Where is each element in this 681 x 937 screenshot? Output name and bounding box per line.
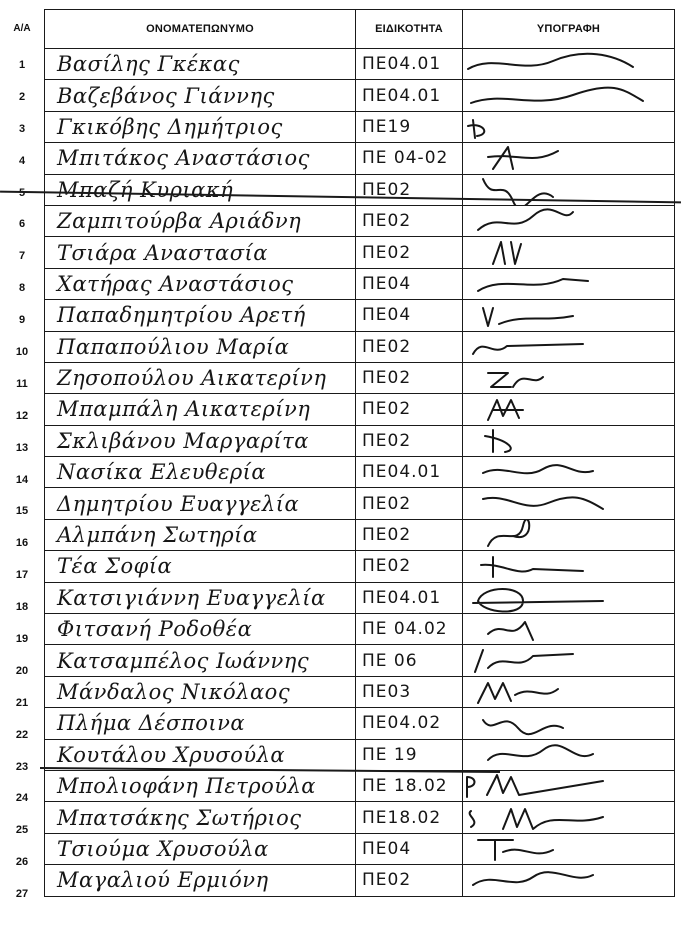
- signature-cell: [463, 582, 675, 613]
- handwritten-signature: [463, 363, 674, 393]
- handwritten-name: Κατσιγιάννη Ευαγγελία: [57, 585, 326, 610]
- handwritten-specialty: ΠΕ04: [362, 305, 412, 326]
- name-cell: [45, 143, 356, 174]
- handwritten-name: Βασίλης Γκέκας: [57, 52, 240, 77]
- handwritten-name: Τέα Σοφία: [57, 554, 173, 579]
- table-row: [45, 425, 675, 456]
- handwritten-specialty: ΠΕ02: [362, 399, 412, 420]
- name-cell: [45, 237, 356, 268]
- row-number: 5: [18, 186, 26, 199]
- specialty-cell: [356, 425, 463, 456]
- table-row: [45, 551, 675, 582]
- name-cell: [45, 833, 356, 864]
- specialty-cell: [356, 300, 463, 331]
- specialty-cell: [356, 488, 463, 519]
- name-cell: [45, 111, 356, 142]
- table-row: [45, 80, 675, 111]
- handwritten-signature: [463, 49, 674, 79]
- specialty-cell: [356, 80, 463, 111]
- row-number-column: [0, 9, 44, 910]
- handwritten-specialty: ΠΕ02: [362, 368, 412, 389]
- handwritten-specialty: ΠΕ03: [362, 682, 412, 702]
- table-row: [45, 111, 675, 142]
- handwritten-specialty: ΠΕ04.01: [362, 587, 442, 608]
- handwritten-signature: [463, 551, 674, 581]
- name-cell: [45, 205, 356, 236]
- handwritten-name: Δημητρίου Ευαγγελία: [57, 491, 300, 516]
- row-number: 10: [15, 345, 29, 358]
- handwritten-specialty: ΠΕ02: [362, 556, 412, 577]
- handwritten-specialty: ΠΕ04.01: [362, 462, 442, 483]
- signature-cell: [463, 80, 675, 111]
- handwritten-signature: [463, 614, 674, 644]
- table-header-row: [45, 10, 675, 49]
- handwritten-signature: [463, 112, 674, 142]
- row-number: 27: [15, 888, 29, 901]
- specialty-cell: [356, 362, 463, 393]
- handwritten-signature: [463, 489, 674, 519]
- name-cell: [45, 300, 356, 331]
- handwritten-specialty: ΠΕ19: [362, 116, 412, 137]
- row-number: 15: [15, 505, 29, 518]
- handwritten-name: Παπαπούλιου Μαρία: [57, 334, 290, 359]
- row-number: 11: [16, 377, 28, 390]
- name-cell: [45, 645, 356, 676]
- specialty-cell: [356, 645, 463, 676]
- signature-cell: [463, 551, 675, 582]
- specialty-cell: [356, 394, 463, 425]
- row-number: 2: [18, 90, 26, 103]
- handwritten-signature: [463, 583, 674, 613]
- table-row: [45, 331, 675, 362]
- table-row: [45, 205, 675, 236]
- name-cell: [45, 425, 356, 456]
- name-cell: [45, 739, 356, 770]
- handwritten-signature: [463, 740, 674, 770]
- table-row: [45, 708, 675, 739]
- handwritten-signature: [463, 803, 674, 833]
- handwritten-name: Τσιούμα Χρυσούλα: [57, 836, 269, 861]
- row-number: 12: [15, 409, 29, 422]
- handwritten-name: Χατήρας Αναστάσιος: [57, 271, 294, 296]
- handwritten-name: Ζαμπιτούρβα Αριάδνη: [57, 209, 302, 234]
- table-row: [45, 237, 675, 268]
- signature-sheet-table: [44, 9, 675, 897]
- row-number: 17: [15, 569, 29, 582]
- specialty-cell: [356, 519, 463, 550]
- handwritten-specialty: ΠΕ02: [362, 493, 412, 514]
- handwritten-signature: [463, 426, 674, 456]
- table-row: [45, 770, 675, 801]
- handwritten-specialty: ΠΕ 04.02: [362, 619, 448, 640]
- signature-cell: [463, 488, 675, 519]
- specialty-cell: [356, 582, 463, 613]
- name-cell: [45, 708, 356, 739]
- handwritten-specialty: ΠΕ04.02: [362, 713, 442, 734]
- handwritten-name: Κατσαμπέλος Ιωάννης: [57, 648, 310, 673]
- specialty-cell: [356, 739, 463, 770]
- handwritten-specialty: ΠΕ02: [362, 179, 412, 200]
- signature-cell: [463, 143, 675, 174]
- handwritten-signature: [463, 677, 674, 707]
- row-number: 6: [18, 218, 26, 231]
- name-column-header: ΟΝΟΜΑΤΕΠΩΝΥΜΟ: [45, 10, 356, 49]
- signature-cell: [463, 833, 675, 864]
- specialty-cell: [356, 833, 463, 864]
- row-number: 8: [18, 282, 26, 295]
- specialty-column-header: ΕΙΔΙΚΟΤΗΤΑ: [356, 10, 463, 49]
- specialty-cell: [356, 331, 463, 362]
- table-row: [45, 488, 675, 519]
- row-number: 19: [15, 632, 29, 645]
- table-row: [45, 394, 675, 425]
- specialty-cell: [356, 237, 463, 268]
- handwritten-signature: [463, 865, 674, 895]
- aa-header: Α/Α: [13, 23, 31, 34]
- row-number: 9: [18, 314, 26, 327]
- handwritten-signature: [463, 646, 674, 676]
- name-cell: [45, 488, 356, 519]
- table-row: [45, 739, 675, 770]
- signature-cell: [463, 300, 675, 331]
- handwritten-specialty: ΠΕ 19: [362, 744, 418, 765]
- signature-cell: [463, 331, 675, 362]
- row-number: 16: [15, 537, 29, 550]
- handwritten-specialty: ΠΕ04.01: [362, 54, 442, 75]
- signature-cell: [463, 111, 675, 142]
- row-number: 23: [15, 760, 29, 773]
- row-number: 24: [15, 792, 29, 805]
- row-number: 14: [15, 473, 29, 486]
- signature-cell: [463, 770, 675, 801]
- row-number: 26: [15, 856, 29, 869]
- row-number: 18: [15, 601, 29, 614]
- handwritten-specialty: ΠΕ02: [362, 525, 412, 546]
- handwritten-signature: [463, 143, 674, 173]
- handwritten-specialty: ΠΕ04.01: [362, 85, 442, 106]
- name-cell: [45, 49, 356, 80]
- specialty-cell: [356, 143, 463, 174]
- specialty-cell: [356, 49, 463, 80]
- table-row: [45, 865, 675, 896]
- handwritten-signature: [463, 332, 674, 362]
- signature-cell: [463, 268, 675, 299]
- signature-cell: [463, 614, 675, 645]
- handwritten-name: Πλήμα Δέσποινα: [57, 711, 246, 736]
- handwritten-signature: [463, 520, 674, 550]
- name-cell: [45, 394, 356, 425]
- name-cell: [45, 802, 356, 833]
- row-number: 25: [15, 824, 29, 837]
- handwritten-signature: [463, 206, 674, 236]
- name-cell: [45, 614, 356, 645]
- handwritten-name: Κουτάλου Χρυσούλα: [57, 742, 286, 767]
- handwritten-name: Ζησοπούλου Αικατερίνη: [57, 366, 327, 391]
- handwritten-name: Παπαδημητρίου Αρετή: [57, 303, 306, 328]
- signature-cell: [463, 457, 675, 488]
- specialty-cell: [356, 268, 463, 299]
- row-number: 20: [15, 664, 29, 677]
- name-cell: [45, 770, 356, 801]
- name-cell: [45, 519, 356, 550]
- handwritten-signature: [463, 771, 674, 801]
- handwritten-specialty: ΠΕ02: [362, 870, 412, 891]
- specialty-cell: [356, 770, 463, 801]
- name-cell: [45, 676, 356, 707]
- row-number: 7: [18, 250, 26, 263]
- name-cell: [45, 331, 356, 362]
- table-row: [45, 519, 675, 550]
- handwritten-specialty: ΠΕ02: [362, 336, 412, 357]
- row-number: 3: [18, 122, 26, 135]
- signature-cell: [463, 49, 675, 80]
- handwritten-signature: [463, 81, 674, 111]
- signature-cell: [463, 237, 675, 268]
- signature-cell: [463, 708, 675, 739]
- handwritten-name: Τσιάρα Αναστασία: [57, 240, 268, 265]
- signature-cell: [463, 362, 675, 393]
- handwritten-signature: [463, 300, 674, 330]
- handwritten-name: Μπιτάκος Αναστάσιος: [57, 146, 310, 171]
- handwritten-specialty: ΠΕ18.02: [362, 807, 442, 828]
- handwritten-name: Μπατσάκης Σωτήριος: [57, 805, 302, 830]
- row-number: 4: [18, 154, 26, 167]
- handwritten-specialty: ΠΕ 04-02: [362, 148, 449, 169]
- handwritten-name: Μπολιοφάνη Πετρούλα: [57, 774, 316, 799]
- table-row: [45, 676, 675, 707]
- name-cell: [45, 80, 356, 111]
- handwritten-name: Νασίκα Ελευθερία: [57, 460, 267, 485]
- handwritten-signature: [463, 238, 674, 268]
- name-cell: [45, 582, 356, 613]
- handwritten-specialty: ΠΕ 18.02: [362, 776, 448, 797]
- table-row: [45, 300, 675, 331]
- handwritten-specialty: ΠΕ02: [362, 430, 412, 451]
- signature-cell: [463, 425, 675, 456]
- handwritten-signature: [463, 269, 674, 299]
- table-row: [45, 614, 675, 645]
- handwritten-specialty: ΠΕ04: [362, 273, 412, 294]
- specialty-cell: [356, 205, 463, 236]
- specialty-cell: [356, 174, 463, 205]
- handwritten-name: Μπαζή Κυριακή: [57, 177, 234, 202]
- signature-cell: [463, 519, 675, 550]
- signature-cell: [463, 394, 675, 425]
- table-row: [45, 645, 675, 676]
- table-row: [45, 582, 675, 613]
- row-number: 1: [18, 58, 26, 71]
- row-number: 13: [15, 441, 29, 454]
- handwritten-specialty: ΠΕ02: [362, 242, 412, 263]
- table-row: [45, 833, 675, 864]
- handwritten-name: Σκλιβάνου Μαργαρίτα: [57, 428, 309, 453]
- table-row: [45, 362, 675, 393]
- handwritten-specialty: ΠΕ02: [362, 211, 412, 232]
- handwritten-name: Αλμπάνη Σωτηρία: [57, 523, 258, 548]
- table-row: [45, 49, 675, 80]
- signature-column-header: ΥΠΟΓΡΑΦΗ: [463, 10, 675, 49]
- handwritten-signature: [463, 708, 674, 738]
- row-number: 22: [15, 728, 29, 741]
- handwritten-name: Γκικόβης Δημήτριος: [57, 114, 283, 139]
- specialty-cell: [356, 111, 463, 142]
- handwritten-name: Φιτσανή Ροδοθέα: [57, 617, 253, 642]
- row-number: 21: [15, 696, 29, 709]
- handwritten-specialty: ΠΕ04: [362, 838, 412, 859]
- table-row: [45, 802, 675, 833]
- handwritten-name: Μαγαλιού Ερμιόνη: [57, 868, 269, 893]
- specialty-cell: [356, 865, 463, 896]
- handwritten-name: Μάνδαλος Νικόλαος: [57, 680, 291, 704]
- signature-cell: [463, 676, 675, 707]
- handwritten-name: Βαζεβάνος Γιάννης: [57, 83, 275, 108]
- signature-cell: [463, 802, 675, 833]
- specialty-cell: [356, 708, 463, 739]
- table-row: [45, 268, 675, 299]
- handwritten-signature: [463, 834, 674, 864]
- specialty-cell: [356, 676, 463, 707]
- signature-cell: [463, 739, 675, 770]
- specialty-cell: [356, 457, 463, 488]
- signature-cell: [463, 645, 675, 676]
- name-cell: [45, 174, 356, 205]
- name-cell: [45, 362, 356, 393]
- handwritten-specialty: ΠΕ 06: [362, 650, 418, 671]
- table-row: [45, 143, 675, 174]
- specialty-cell: [356, 802, 463, 833]
- specialty-cell: [356, 614, 463, 645]
- signature-cell: [463, 205, 675, 236]
- name-cell: [45, 865, 356, 896]
- handwritten-name: Μπαμπάλη Αικατερίνη: [57, 397, 311, 422]
- table-row: [45, 457, 675, 488]
- signature-cell: [463, 865, 675, 896]
- specialty-cell: [356, 551, 463, 582]
- name-cell: [45, 457, 356, 488]
- handwritten-signature: [463, 457, 674, 487]
- handwritten-signature: [463, 394, 674, 424]
- name-cell: [45, 551, 356, 582]
- name-cell: [45, 268, 356, 299]
